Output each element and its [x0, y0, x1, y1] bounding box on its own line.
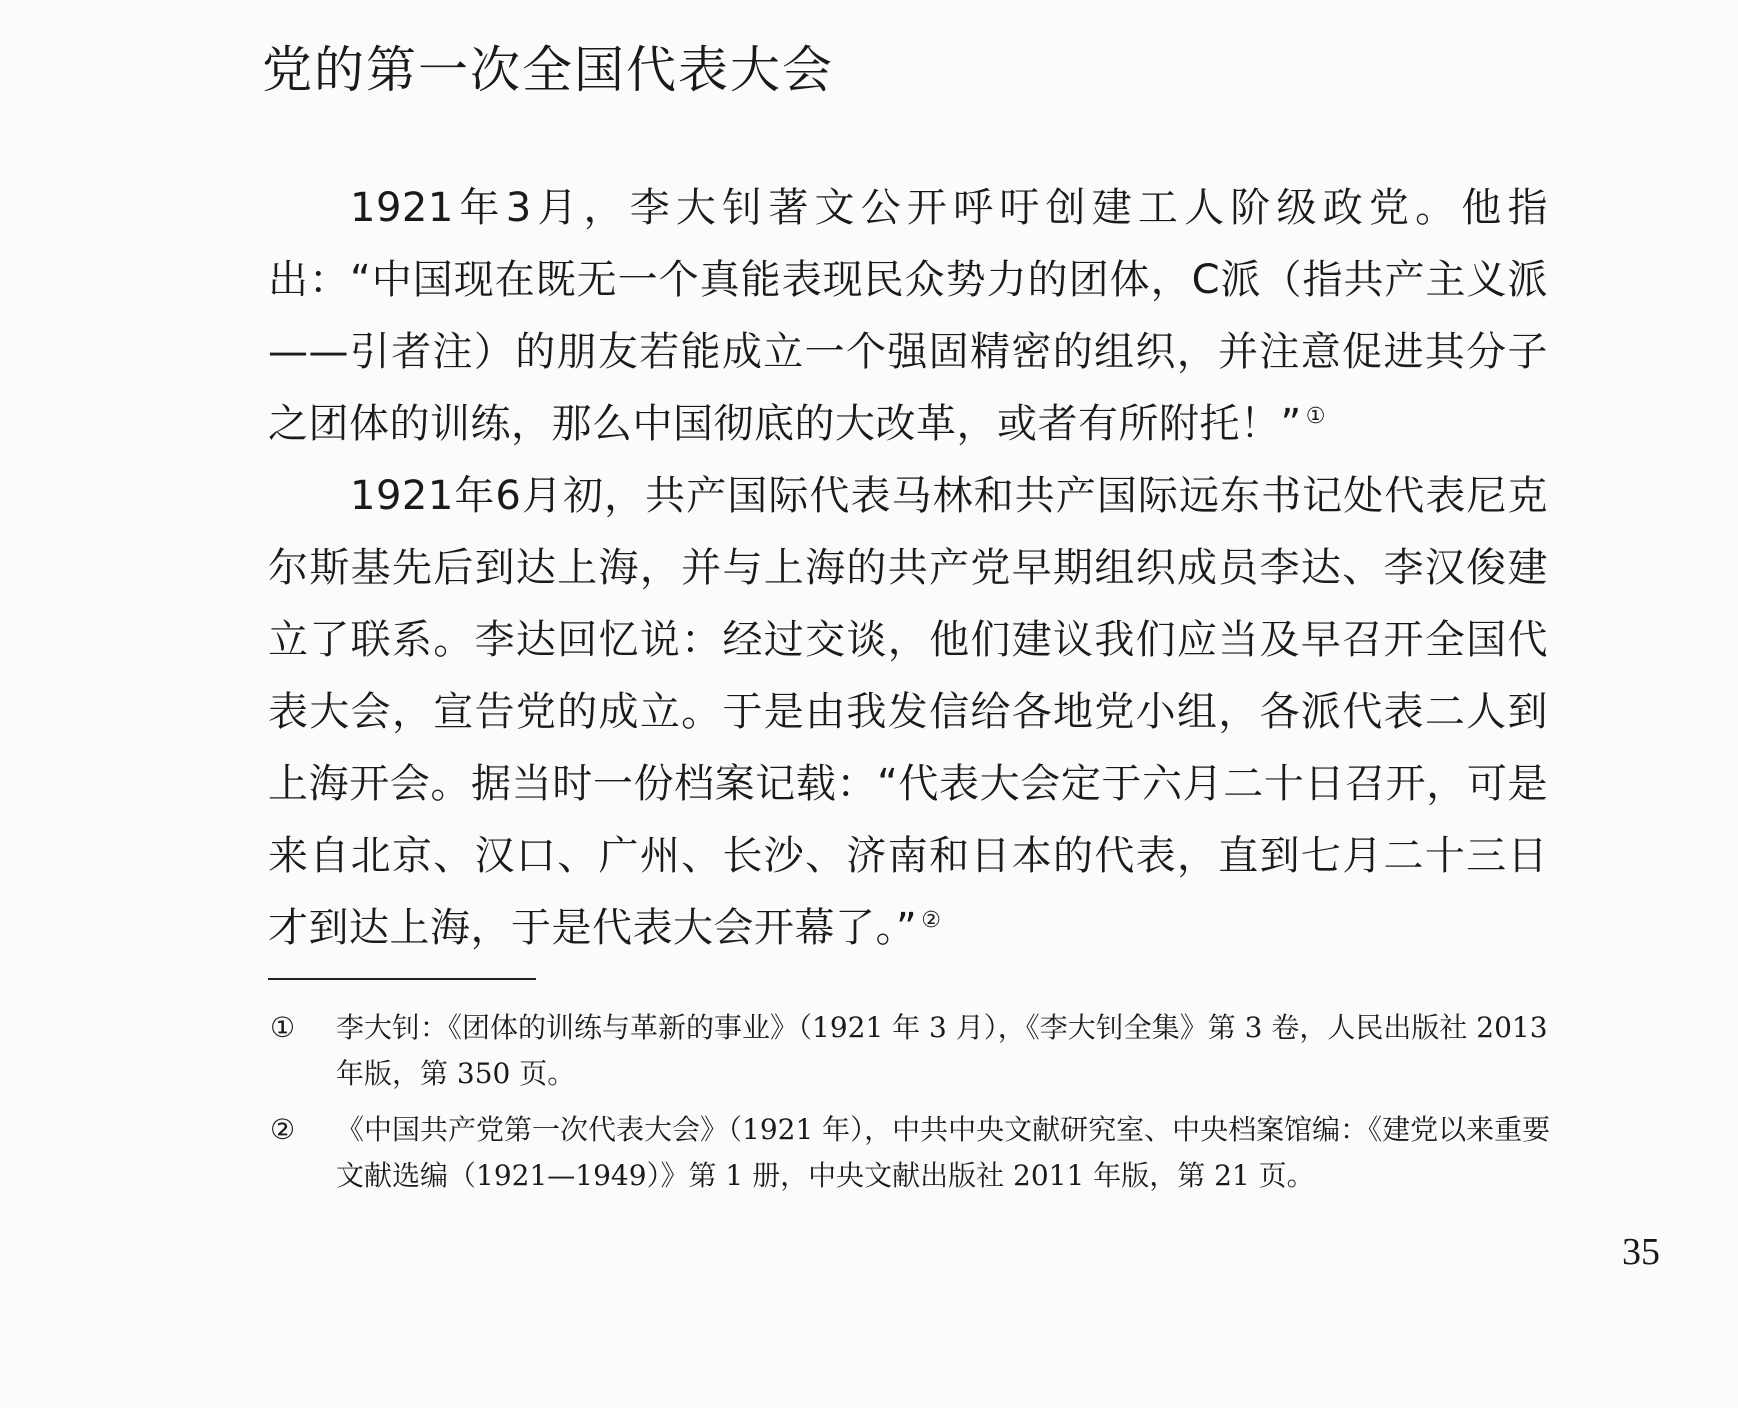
- body-text: [268, 172, 1548, 964]
- footnote: [270, 1107, 1560, 1199]
- paragraph-text: 1921年3月，李大钊著文公开呼吁创建工人阶级政党。他指出：“中国现在既无一个真能表现民众势力的团体，C派（指共产主义派——引者注）的朋友若能成立一个强固精密的组织，并注意促进其分子之团体的训练，那么中国彻底的大改革，或者有所附托！”: [268, 185, 1548, 447]
- paragraph: [268, 460, 1548, 964]
- paragraph: [268, 172, 1548, 460]
- footnote-mark: ②: [270, 1113, 296, 1146]
- footnote-text: 李大钊：《团体的训练与革新的事业》（1921 年 3 月），《李大钊全集》第 3 卷，人民出版社 2013 年版，第 350 页。: [336, 1011, 1548, 1090]
- footnote-ref: ②: [921, 907, 942, 933]
- footnote: [270, 1005, 1560, 1097]
- footnotes: [270, 1005, 1560, 1209]
- page-number: 35: [1622, 1231, 1660, 1273]
- footnote-mark: ①: [270, 1011, 296, 1044]
- paragraph-text: 1921年6月初，共产国际代表马林和共产国际远东书记处代表尼克尔斯基先后到达上海，并与上海的共产党早期组织成员李达、李汉俊建立了联系。李达回忆说：经过交谈，他们建议我们应当及早召开全国代表大会，宣告党的成立。于是由我发信给各地党小组，各派代表二人到上海开会。据当时一份档案记载：“代表大会定于六月二十日召开，可是来自北京、汉口、广州、长沙、济南和日本的代表，直到七月二十三日才到达上海，于是代表大会开幕了。”: [268, 473, 1548, 951]
- footnote-ref: ①: [1305, 403, 1326, 429]
- footnote-text: 《中国共产党第一次代表大会》（1921 年），中共中央文献研究室、中央档案馆编：《建党以来重要文献选编（1921—1949）》第 1 册，中央文献出版社 2011 年版，第 21 页。: [336, 1113, 1551, 1192]
- section-title: 党的第一次全国代表大会: [262, 41, 834, 99]
- footnote-divider: [268, 978, 536, 980]
